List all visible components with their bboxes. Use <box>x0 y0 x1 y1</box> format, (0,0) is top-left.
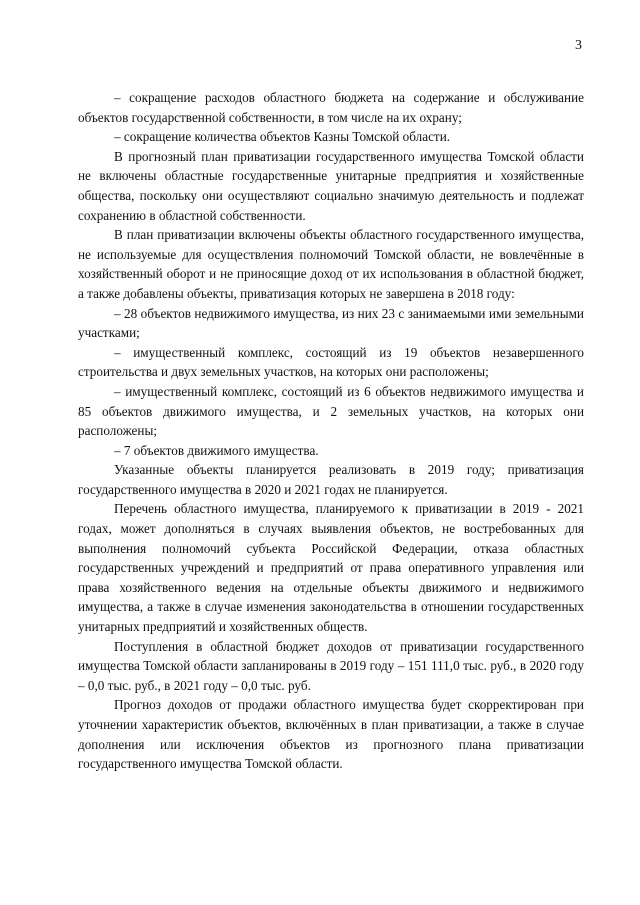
list-item-real-estate: – 28 объектов недвижимого имущества, из них 23 с занимаемыми ими земельными участками; <box>78 305 584 341</box>
list-item-movable-property: – 7 объектов движимого имущества. <box>114 442 319 458</box>
document-body <box>78 88 584 774</box>
paragraph-list-additions: Перечень областного имущества, планируемого к приватизации в 2019 - 2021 годах, может дополняться в случаях выявления объектов, не востребованных для выполнения полномочий субъекта Российской Федерации, отказа областных государственных учреждений и предприятий от права оперативного управления или права хозяйственного ведения на отдельные объекты движимого и недвижимого имущества, а также в случае изменения законодательства в отношении государственных унитарных предприятий и хозяйственных обществ. <box>78 501 584 635</box>
paragraph-revenue-forecast: Прогноз доходов от продажи областного имущества будет скорректирован при уточнении характеристик объектов, включённых в план приватизации, а также в случае дополнения или исключения объектов из прогнозного плана приватизации государственного имущества Томской области. <box>78 697 584 772</box>
paragraph-excluded-enterprises: В прогнозный план приватизации государственного имущества Томской области не включены областные государственные унитарные предприятия и хозяйственные общества, поскольку они осуществляют социально значимую деятельность и подлежат сохранению в областной собственности. <box>78 148 584 223</box>
page-number: 3 <box>575 38 582 53</box>
list-item-construction-complex: – имущественный комплекс, состоящий из 19 объектов незавершенного строительства и двух земельных участков, на которых они расположены; <box>78 344 584 380</box>
paragraph-treasury-reduction: – сокращение количества объектов Казны Томской области. <box>114 129 451 145</box>
list-item-property-complex: – имущественный комплекс, состоящий из 6 объектов недвижимого имущества и 85 объектов движимого имущества, и 2 земельных участков, на которых они расположены; <box>78 383 584 439</box>
paragraph-sale-plan: Указанные объекты планируется реализовать в 2019 году; приватизация государственного имущества в 2020 и 2021 годах не планируется. <box>78 462 584 497</box>
paragraph-budget-revenue: Поступления в областной бюджет доходов от приватизации государственного имущества Томской области запланированы в 2019 году – 151 111,0 тыс. руб., в 2020 году – 0,0 тыс. руб., в 2021 году – 0,0 тыс. руб. <box>78 638 584 693</box>
paragraph-budget-reduction: – сокращение расходов областного бюджета на содержание и обслуживание объектов государственной собственности, в том числе на их охрану; <box>78 90 584 125</box>
paragraph-included-objects: В план приватизации включены объекты областного государственного имущества, не используемые для осуществления полномочий Томской области, не вовлечённые в хозяйственный оборот и не приносящие доход от их использования в областной бюджет, а также добавлены объекты, приватизация которых не завершена в 2018 году: <box>78 227 584 301</box>
